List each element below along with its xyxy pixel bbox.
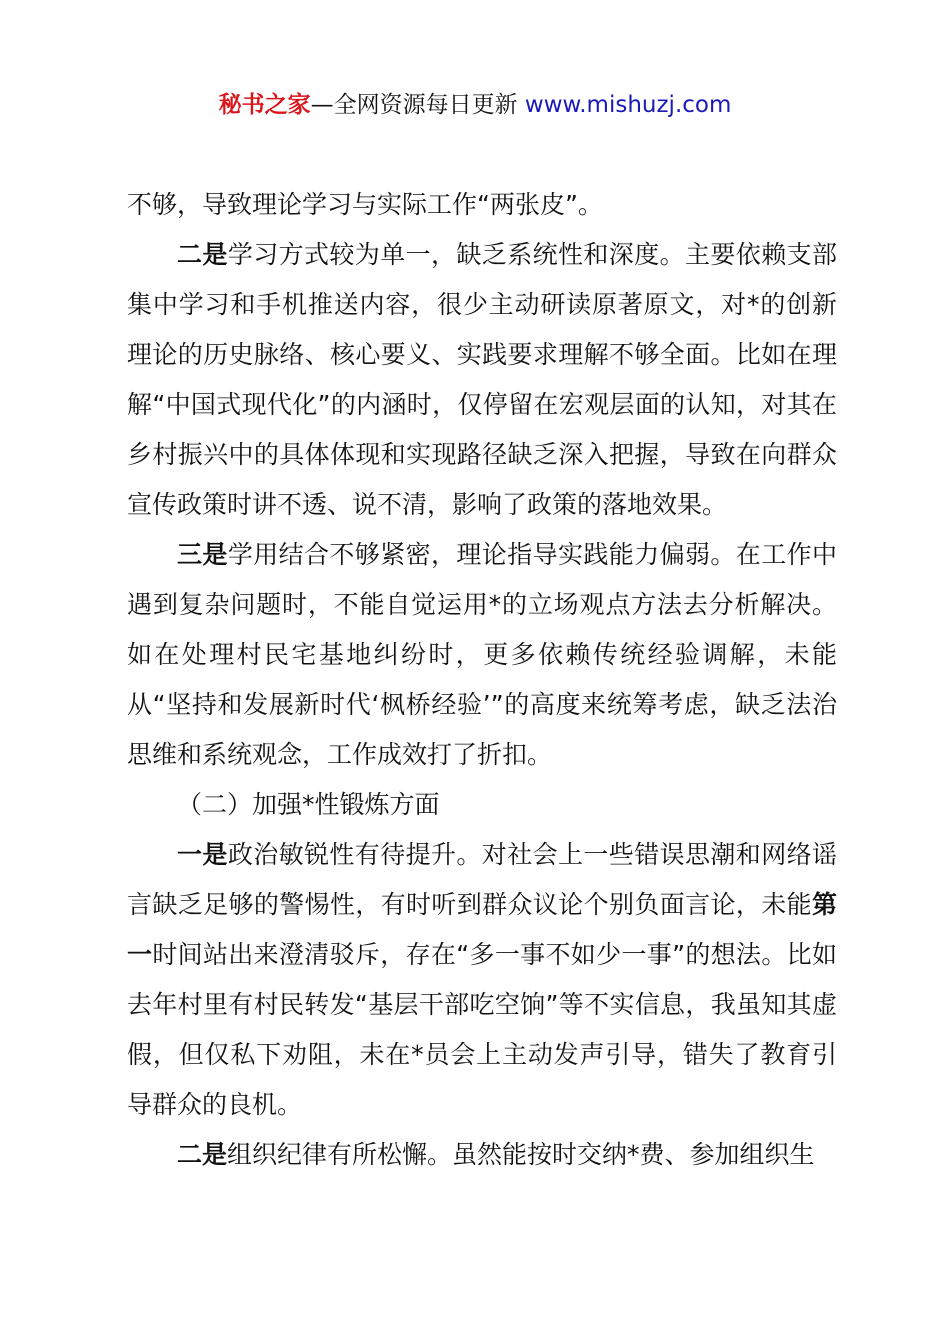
site-header xyxy=(0,88,950,122)
point-lead: 二是 xyxy=(177,240,228,269)
paragraph-text: 组织纪律有所松懈。虽然能按时交纳*费、参加组织生 xyxy=(227,1140,815,1169)
paragraph-text: 政治敏锐性有待提升。对社会上一些错误思潮和网络谣言缺乏足够的警惕性，有时听到群众议论个别负面言论，未能 xyxy=(127,840,837,919)
paragraph-text: 学习方式较为单一，缺乏系统性和深度。主要依赖支部集中学习和手机推送内容，很少主动研读原著原文，对*的创新理论的历史脉络、核心要义、实践要求理解不够全面。比如在理解“中国式现代化”的内涵时，仅停留在宏观层面的认知，对其在乡村振兴中的具体体现和实现路径缺乏深入把握，导致在向群众宣传政策时讲不透、说不清，影响了政策的落地效果。 xyxy=(127,240,837,519)
paragraph-point-3 xyxy=(127,530,837,780)
paragraph-point-2 xyxy=(127,230,837,530)
paragraph-text: 时间站出来澄清驳斥，存在“多一事不如少一事”的想法。比如去年村里有村民转发“基层干部吃空饷”等不实信息，我虽知其虚假，但仅私下劝阻，未在*员会上主动发声引导，错失了教育引导群众的良机。 xyxy=(127,940,837,1119)
point-lead: 一是 xyxy=(177,840,228,869)
bold-phrase: 第一 xyxy=(127,890,837,969)
point-lead: 三是 xyxy=(177,540,228,569)
site-url-link[interactable]: www.mishuzj.com xyxy=(524,92,732,118)
header-slogan: —全网资源每日更新 xyxy=(310,92,525,118)
point-lead: 二是 xyxy=(177,1140,228,1169)
section-heading: （二）加强*性锻炼方面 xyxy=(177,790,440,819)
brand-name: 秘书之家 xyxy=(218,92,311,118)
paragraph-continuation: 不够，导致理论学习与实际工作“两张皮”。 xyxy=(127,190,603,219)
paragraph-text: 学用结合不够紧密，理论指导实践能力偏弱。在工作中遇到复杂问题时，不能自觉运用*的立场观点方法去分析解决。如在处理村民宅基地纠纷时，更多依赖传统经验调解，未能从“坚持和发展新时代‘枫桥经验’”的高度来统筹考虑，缺乏法治思维和系统观念，工作成效打了折扣。 xyxy=(127,540,837,769)
document-body xyxy=(127,180,837,1180)
paragraph-point-2b xyxy=(127,1130,837,1180)
paragraph-point-1 xyxy=(127,830,837,1130)
